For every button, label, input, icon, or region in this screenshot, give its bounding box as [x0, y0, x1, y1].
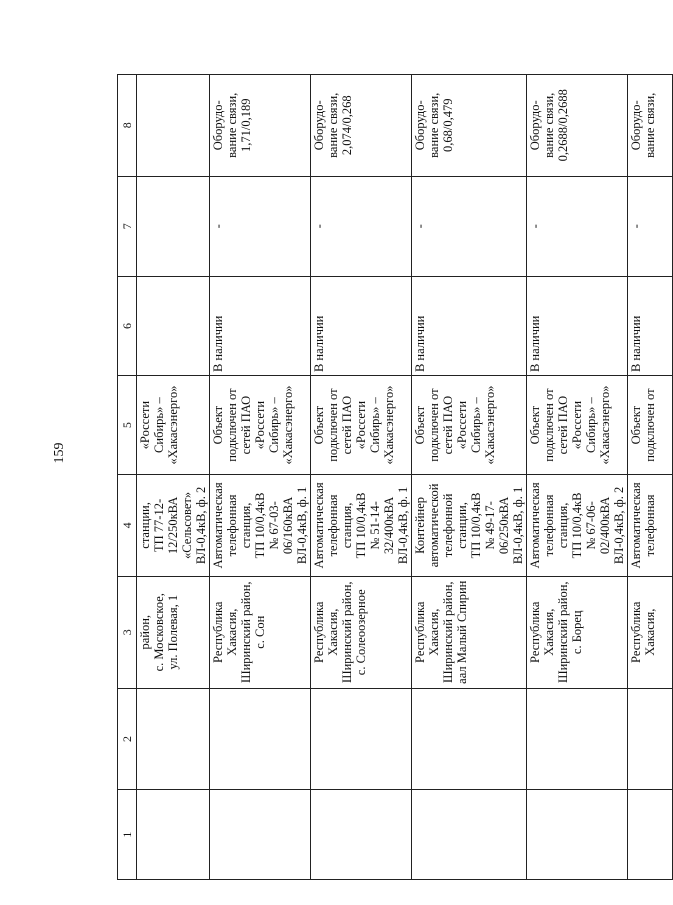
- table-cell: В наличии: [210, 276, 311, 375]
- table-cell: [210, 790, 311, 880]
- table-cell: Республика Хакасия, Ширинский район, с. Солеоозерное: [311, 576, 412, 688]
- header-cell: 3: [118, 576, 137, 688]
- table-cell: Объект подключен от сетей ПАО «Россети Сибирь» – «Хакасэнерго»: [527, 376, 628, 475]
- header-cell: 2: [118, 688, 137, 790]
- table-cell: [137, 790, 210, 880]
- table-cell: [527, 688, 628, 790]
- data-table: [117, 74, 673, 880]
- table-cell: Республика Хакасия,: [628, 576, 673, 688]
- table-cell: В наличии: [311, 276, 412, 375]
- table-cell: [210, 688, 311, 790]
- table-cell: -: [311, 176, 412, 276]
- table-cell: В наличии: [412, 276, 527, 375]
- table-cell: Объект подключен от сетей ПАО «Россети Сибирь» – «Хакасэнерго»: [210, 376, 311, 475]
- table-cell: [527, 790, 628, 880]
- table-cell: Республика Хакасия, Ширинский район, аал Малый Спирин: [412, 576, 527, 688]
- table-cell: -: [527, 176, 628, 276]
- header-cell: 5: [118, 376, 137, 475]
- table-cell: В наличии: [628, 276, 673, 375]
- table-cell: [137, 276, 210, 375]
- table-row: [210, 75, 311, 880]
- table-cell: Автоматическая телефонная станция, ТП 10/0,4кВ № 67-03-06/160кВА ВЛ-0,4кВ, ф. 1: [210, 475, 311, 577]
- table-cell: [628, 688, 673, 790]
- table-cell: Оборудо- вание связи, 0,68/0,479: [412, 75, 527, 177]
- table-cell: станции, ТП 77-12- 12/250кВА «Сельсовет» ВЛ-0,4кВ, ф. 2: [137, 475, 210, 577]
- table-cell: [311, 688, 412, 790]
- table-cell: [137, 688, 210, 790]
- table-cell: В наличии: [527, 276, 628, 375]
- table-cell: Объект подключен от сетей ПАО «Россети Сибирь» – «Хакасэнерго»: [412, 376, 527, 475]
- table-cell: Республика Хакасия, Ширинский район, с. Сон: [210, 576, 311, 688]
- table-cell: Автоматическая телефонная станция, ТП 10/0,4кВ № 67-06-02/400кВА ВЛ-0,4кВ, ф. 2: [527, 475, 628, 577]
- table-container: [117, 74, 657, 880]
- table-cell: Объект подключен от: [628, 376, 673, 475]
- table-cell: Контейнер автоматической телефонной станции, ТП 10/0,4кВ № 49-17-06/250кВА ВЛ-0,4кВ, ф. 1: [412, 475, 527, 577]
- header-cell: 7: [118, 176, 137, 276]
- page-number: 159: [52, 442, 67, 464]
- table-cell: Оборудо- вание связи, 1,71/0,189: [210, 75, 311, 177]
- table-cell: Автоматическая телефонная станция, ТП 10/0,4кВ № 51-14-32/400кВА ВЛ-0,4кВ, ф. 1: [311, 475, 412, 577]
- header-cell: 8: [118, 75, 137, 177]
- table-row: [628, 75, 673, 880]
- table-row: [311, 75, 412, 880]
- header-cell: 6: [118, 276, 137, 375]
- table-cell: -: [210, 176, 311, 276]
- table-cell: [137, 75, 210, 177]
- table-cell: [412, 688, 527, 790]
- table-cell: Республика Хакасия, Ширинский район, с. Борец: [527, 576, 628, 688]
- table-cell: -: [628, 176, 673, 276]
- table-cell: Автоматическая телефонная: [628, 475, 673, 577]
- table-row: [137, 75, 210, 880]
- table-row: [527, 75, 628, 880]
- table-cell: Объект подключен от сетей ПАО «Россети Сибирь» – «Хакасэнерго»: [311, 376, 412, 475]
- table-cell: [628, 790, 673, 880]
- table-row: [412, 75, 527, 880]
- table-cell: [137, 176, 210, 276]
- table-cell: [412, 790, 527, 880]
- header-row: [118, 75, 137, 880]
- table-cell: «Россети Сибирь» – «Хакасэнерго»: [137, 376, 210, 475]
- table-cell: Оборудо- вание связи, 0,2688/0,2688: [527, 75, 628, 177]
- table-cell: Оборудо- вание связи,: [628, 75, 673, 177]
- rotated-table-frame: [117, 74, 657, 880]
- table-cell: -: [412, 176, 527, 276]
- table-cell: [311, 790, 412, 880]
- table-cell: Оборудо- вание связи, 2,074/0,268: [311, 75, 412, 177]
- table-cell: район, с. Московское, ул. Полевая, 1: [137, 576, 210, 688]
- header-cell: 1: [118, 790, 137, 880]
- header-cell: 4: [118, 475, 137, 577]
